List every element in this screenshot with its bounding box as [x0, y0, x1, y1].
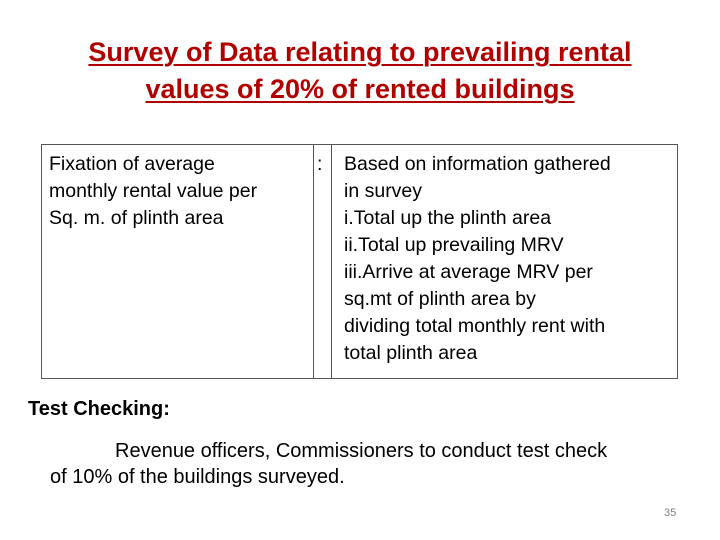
description-line: sq.mt of plinth area by [344, 288, 536, 310]
test-checking-body [50, 438, 700, 490]
description-line: total plinth area [344, 342, 478, 364]
table-divider-left [313, 145, 314, 378]
label-line: Fixation of average [49, 153, 215, 175]
table-separator: : [317, 153, 323, 175]
info-table [41, 144, 678, 379]
description-line: Based on information gathered [344, 153, 611, 175]
description-line: ii.Total up prevailing MRV [344, 234, 564, 256]
description-line: dividing total monthly rent with [344, 315, 606, 337]
table-cell-description [344, 151, 674, 367]
table-divider-right [331, 145, 332, 378]
label-line: Sq. m. of plinth area [49, 207, 224, 229]
slide-title-line-2: values of 20% of rented buildings [145, 74, 575, 104]
description-line: iii.Arrive at average MRV per [344, 261, 593, 283]
description-line: i.Total up the plinth area [344, 207, 552, 229]
description-line: in survey [344, 180, 423, 202]
slide-title [0, 34, 720, 108]
label-line: monthly rental value per [49, 180, 258, 202]
test-checking-line-2: of 10% of the buildings surveyed. [50, 466, 345, 488]
table-cell-label [49, 151, 311, 232]
slide-title-line-1: Survey of Data relating to prevailing rental [88, 37, 632, 67]
page-number: 35 [664, 507, 677, 519]
test-checking-line-1: Revenue officers, Commissioners to conduct test check [115, 440, 608, 462]
test-checking-heading: Test Checking: [28, 398, 170, 420]
